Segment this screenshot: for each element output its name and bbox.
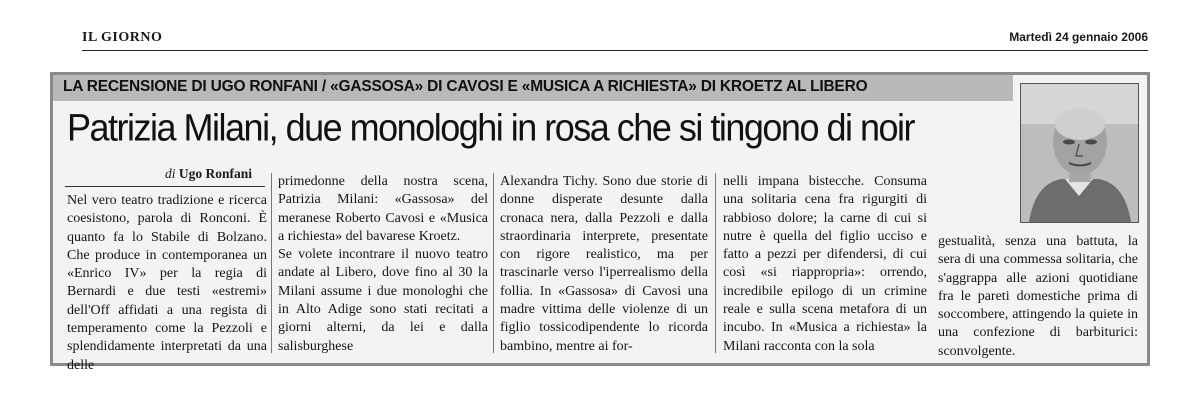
column-4-text: nelli impana bistecche. Consuma una solitaria cena fra rigurgiti di rabbioso dolore; la carne di cui si nutre è quella del figlio ucciso e fatto a pezzi per difendersi, di cui così «si riappropria»: orrendo, incredibile epilogo di un crimine reale e sulla scena metafora di un incubo. In «Musica a richiesta» la Milani racconta con la sola <box>723 174 927 354</box>
article-column-3 <box>500 173 708 356</box>
article-column-1 <box>67 192 267 375</box>
column-divider <box>493 173 494 353</box>
byline-divider <box>65 186 265 187</box>
column-1-text: Nel vero teatro tradizione e ricerca coesistono, parola di Ronconi. È quanto fa lo Stabile di Bolzano. Che produce in contemporanea un «Enrico IV» per la regia di Bernardi e due testi «estremi» dell'Off affidati a una regista di temperamento come la Pezzoli e splendidamente interpretati da una delle <box>67 193 267 373</box>
byline-author: Ugo Ronfani <box>178 166 253 181</box>
author-photo <box>1020 83 1139 223</box>
column-3-text: Alexandra Tichy. Sono due storie di donne disperate desunte dalla cronaca nera, dalla Pezzoli e dalla straordinaria interprete, presentate con rigore realistico, ma per trascinarle verso l'iperrealismo della follia. In «Gassosa» di Cavosi una madre vittima delle violenze di un figlio tossicodipendente lo ricorda bambino, mentre ai for- <box>500 174 708 354</box>
newspaper-name: IL GIORNO <box>82 30 163 45</box>
article-column-2 <box>278 173 488 356</box>
headline: Patrizia Milani, due monologhi in rosa che si tingono di noir <box>67 106 915 150</box>
byline-prefix: di <box>165 166 176 181</box>
article-column-4 <box>723 173 927 356</box>
masthead <box>82 30 1148 51</box>
kicker-bar <box>53 75 1013 101</box>
article-column-5 <box>938 233 1138 361</box>
column-2-text-a: primedonne della nostra scena, Patrizia Milani: «Gassosa» del meranese Roberto Cavosi e «Musica a richiesta» del bavarese Kroetz. <box>278 174 488 244</box>
article-clipping <box>50 72 1150 373</box>
kicker-text: LA RECENSIONE DI UGO RONFANI / «GASSOSA» DI CAVOSI E «MUSICA A RICHIESTA» DI KROETZ AL LIBERO <box>63 78 868 95</box>
portrait-illustration <box>1021 84 1138 222</box>
byline <box>165 166 252 182</box>
column-5-text: gestualità, senza una battuta, la sera di una commessa solitaria, che s'aggrappa alle azioni quotidiane fra le pareti domestiche prima di soccombere, attingendo la quiete in una confezione di barbiturici: sconvolgente. <box>938 234 1138 359</box>
column-divider <box>715 173 716 353</box>
issue-date: Martedì 24 gennaio 2006 <box>1009 30 1148 44</box>
column-2-text-b: Se volete incontrare il nuovo teatro andate al Libero, dove fino al 30 la Milani assume i due monologhi che in Alto Adige sono stati recitati a giorni alterni, da lei e dalla salisburghese <box>278 247 488 354</box>
column-divider <box>271 173 272 353</box>
